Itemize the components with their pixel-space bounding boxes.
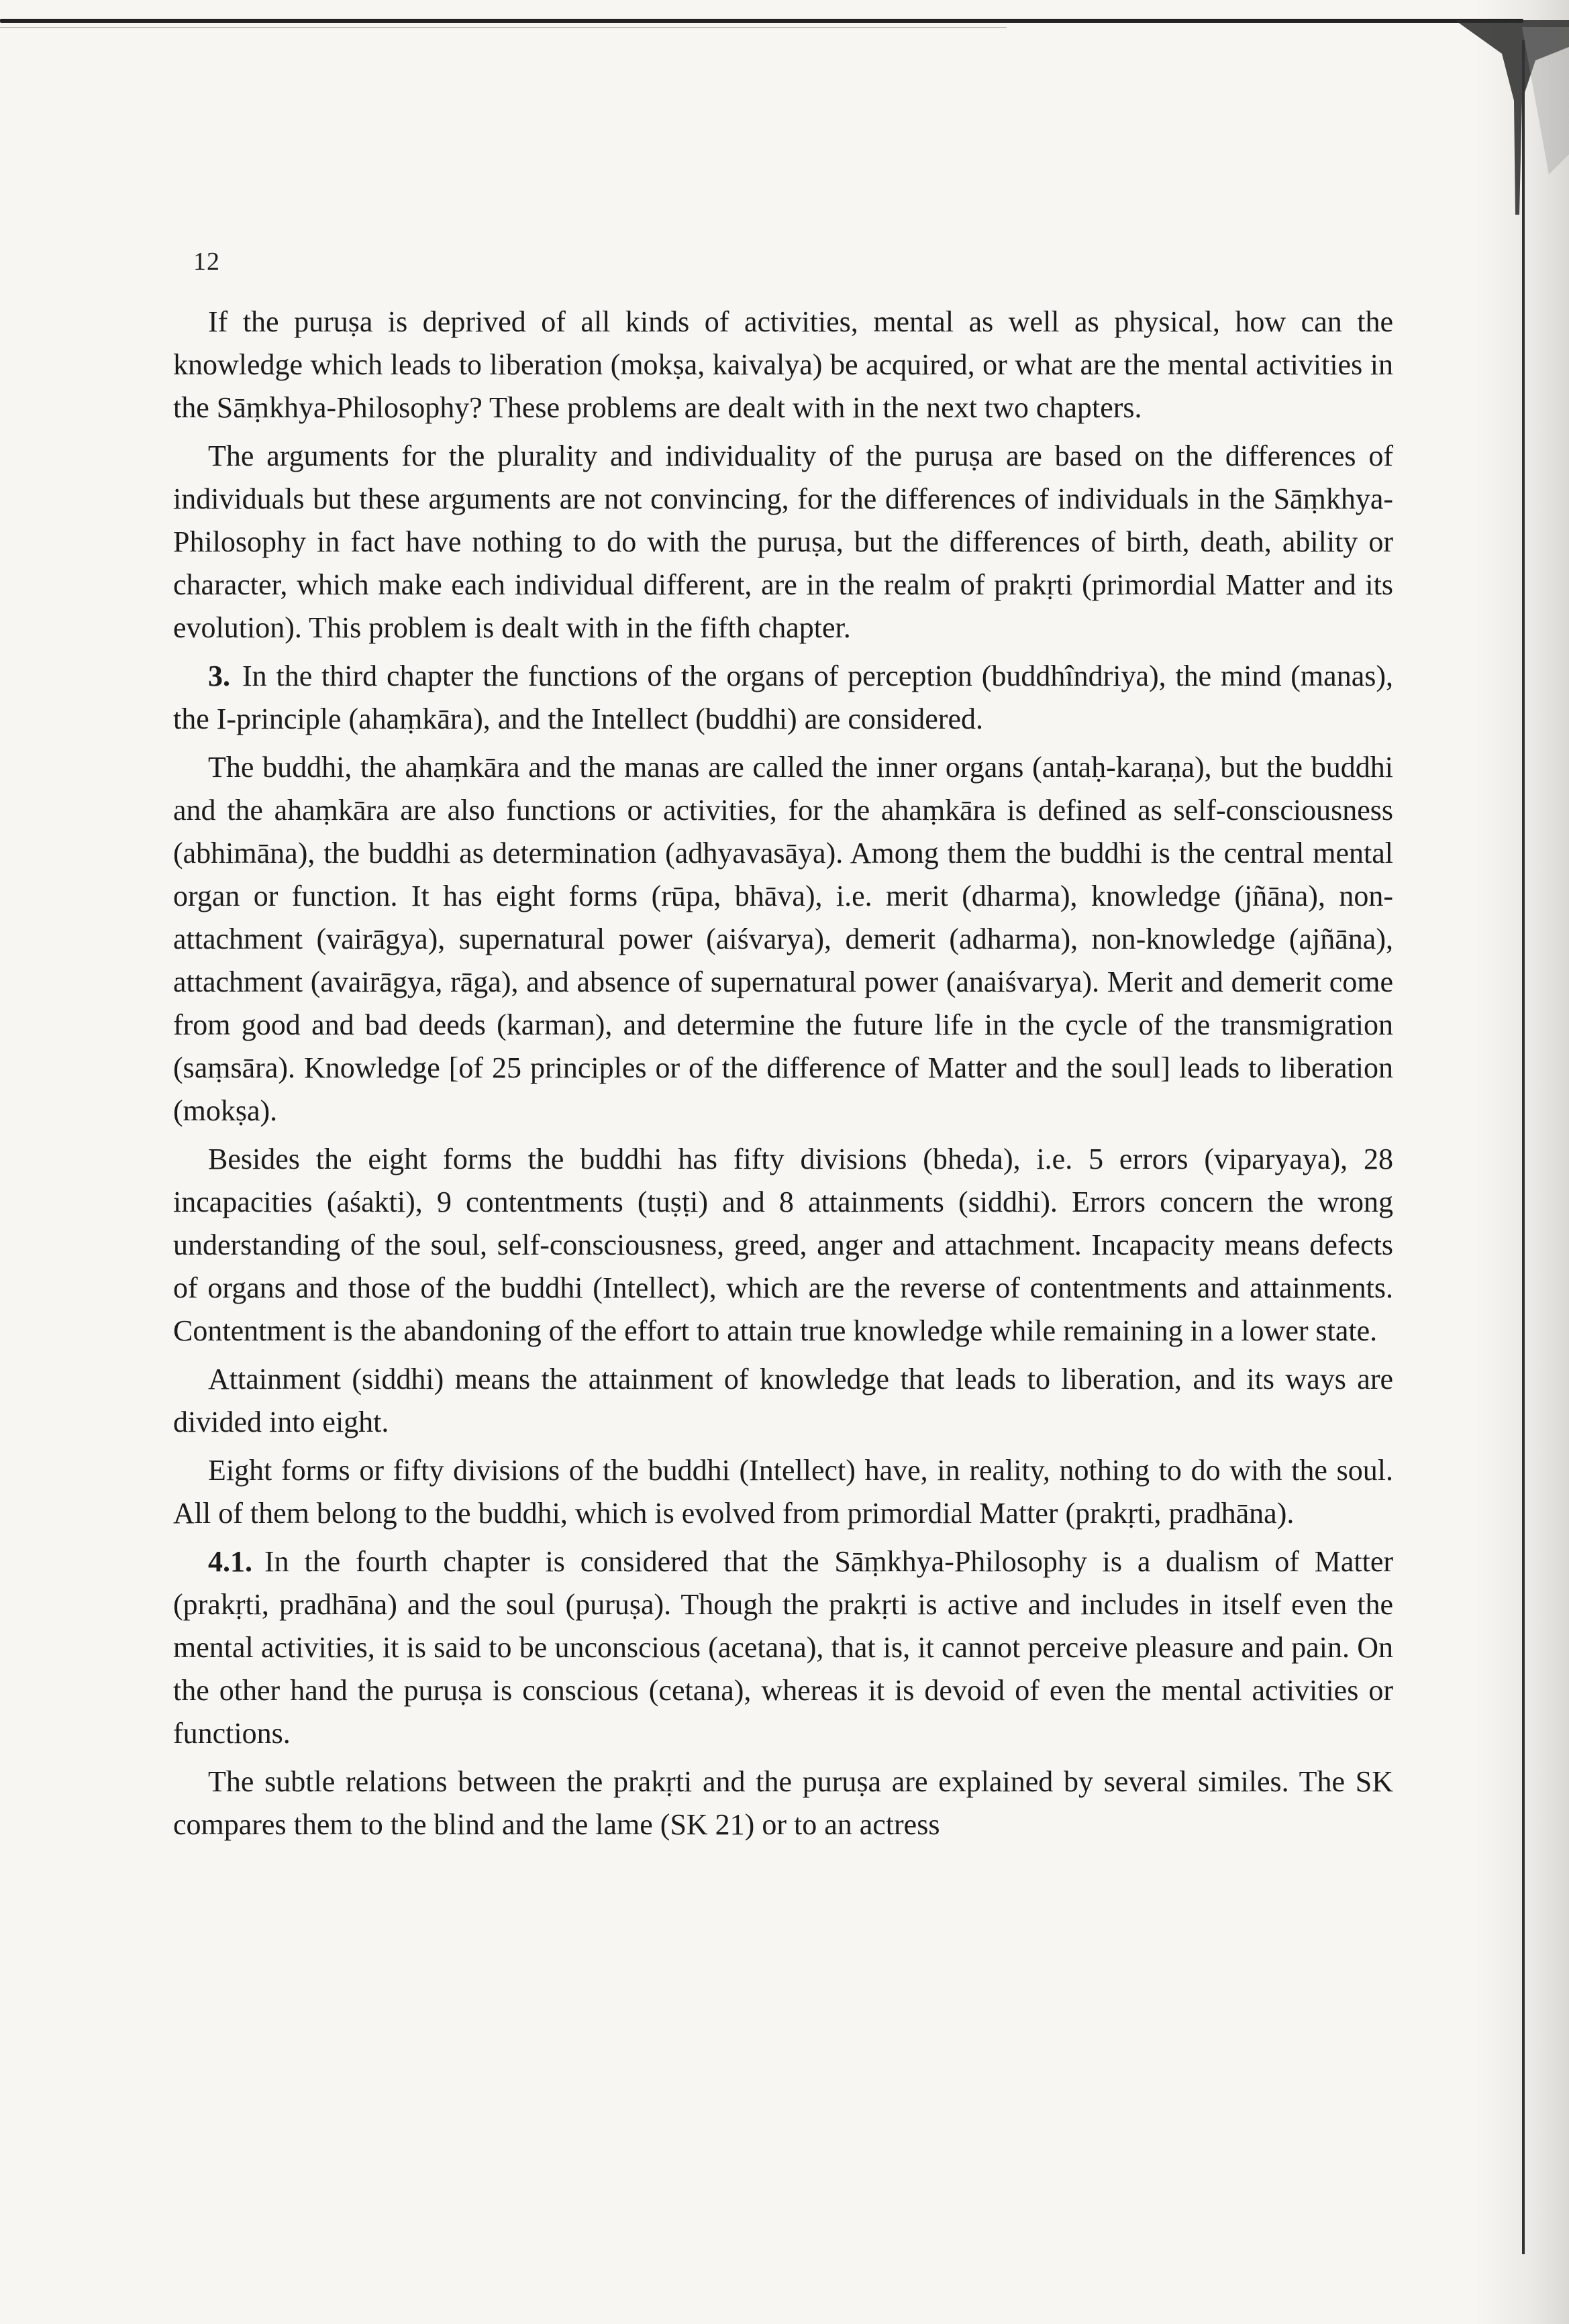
binding-corner-mark [1455, 20, 1569, 215]
paragraph [173, 1358, 1393, 1444]
paragraph-text: Attainment (siddhi) means the attainment of knowledge that leads to liberation, and its ways are divided into eight. [173, 1363, 1393, 1438]
paragraph [173, 301, 1393, 429]
top-rule [0, 19, 1523, 23]
paragraph-text: If the puruṣa is deprived of all kinds of activities, mental as well as physical, how can the knowledge which leads to liberation (mokṣa, kaivalya) be acquired, or what are the mental activities in the Sāṃkhya-Philosophy? These problems are dealt with in the next two chapters. [173, 305, 1393, 424]
binding-edge-line [1522, 40, 1525, 2254]
page-number: 12 [193, 248, 220, 276]
paragraph [173, 1449, 1393, 1535]
paragraph-text: The arguments for the plurality and individuality of the puruṣa are based on the differences of individuals but these arguments are not convincing, for the differences of individuals in the Sāṃkhya-Philosophy in fact have nothing to do with the puruṣa, but the differences of birth, death, ability or character, which make each individual different, are in the realm of prakṛti (primordial Matter and its evolution). This problem is dealt with in the fifth chapter. [173, 439, 1393, 644]
section-number: 3. [208, 659, 230, 692]
paragraph [173, 655, 1393, 741]
body-text [173, 301, 1393, 1852]
paragraph [173, 1760, 1393, 1846]
section-number: 4.1. [208, 1545, 252, 1578]
paragraph [173, 1138, 1393, 1353]
paragraph-text: In the fourth chapter is considered that the Sāṃkhya-Philosophy is a dualism of Matter (prakṛti, pradhāna) and the soul (puruṣa). Though the prakṛti is active and includes in itself even the mental activities, it is said to be unconscious (acetana), that is, it cannot perceive pleasure and pain. On the other hand the puruṣa is conscious (cetana), whereas it is devoid of even the mental activities or functions. [173, 1545, 1393, 1750]
paragraph-text: Eight forms or fifty divisions of the buddhi (Intellect) have, in reality, nothing to do with the soul. All of them belong to the buddhi, which is evolved from primordial Matter (prakṛti, pradhāna). [173, 1454, 1393, 1530]
paragraph-text: In the third chapter the functions of the organs of perception (buddhîndriya), the mind (manas), the I-principle (ahaṃkāra), and the Intellect (buddhi) are considered. [173, 659, 1393, 735]
paragraph-text: The buddhi, the ahaṃkāra and the manas are called the inner organs (antaḥ-karaṇa), but the buddhi and the ahaṃkāra are also functions or activities, for the ahaṃkāra is defined as self-consciousness (abhimāna), the buddhi as determination (adhyavasāya). Among them the buddhi is the central mental organ or function. It has eight forms (rūpa, bhāva), i.e. merit (dharma), knowledge (jñāna), non-attachment (vairāgya), supernatural power (aiśvarya), demerit (adharma), non-knowledge (ajñāna), attachment (avairāgya, rāga), and absence of supernatural power (anaiśvarya). Merit and demerit come from good and bad deeds (karman), and determine the future life in the cycle of the transmigration (saṃsāra). Knowledge [of 25 principles or of the difference of Matter and the soul] leads to liberation (mokṣa). [173, 751, 1393, 1127]
paragraph [173, 1540, 1393, 1755]
paragraph-text: Besides the eight forms the buddhi has fifty divisions (bheda), i.e. 5 errors (viparyaya), 28 incapacities (aśakti), 9 contentments (tuṣṭi) and 8 attainments (siddhi). Errors concern the wrong understanding of the soul, self-consciousness, greed, anger and attachment. Incapacity means defects of organs and those of the buddhi (Intellect), which are the reverse of contentments and attainments. Contentment is the abandoning of the effort to attain true knowledge while remaining in a lower state. [173, 1143, 1393, 1347]
paragraph [173, 435, 1393, 649]
top-rule-shadow [0, 27, 1007, 28]
paragraph [173, 746, 1393, 1132]
paragraph-text: The subtle relations between the prakṛti and the puruṣa are explained by several similes. The SK compares them to the blind and the lame (SK 21) or to an actress [173, 1765, 1393, 1841]
